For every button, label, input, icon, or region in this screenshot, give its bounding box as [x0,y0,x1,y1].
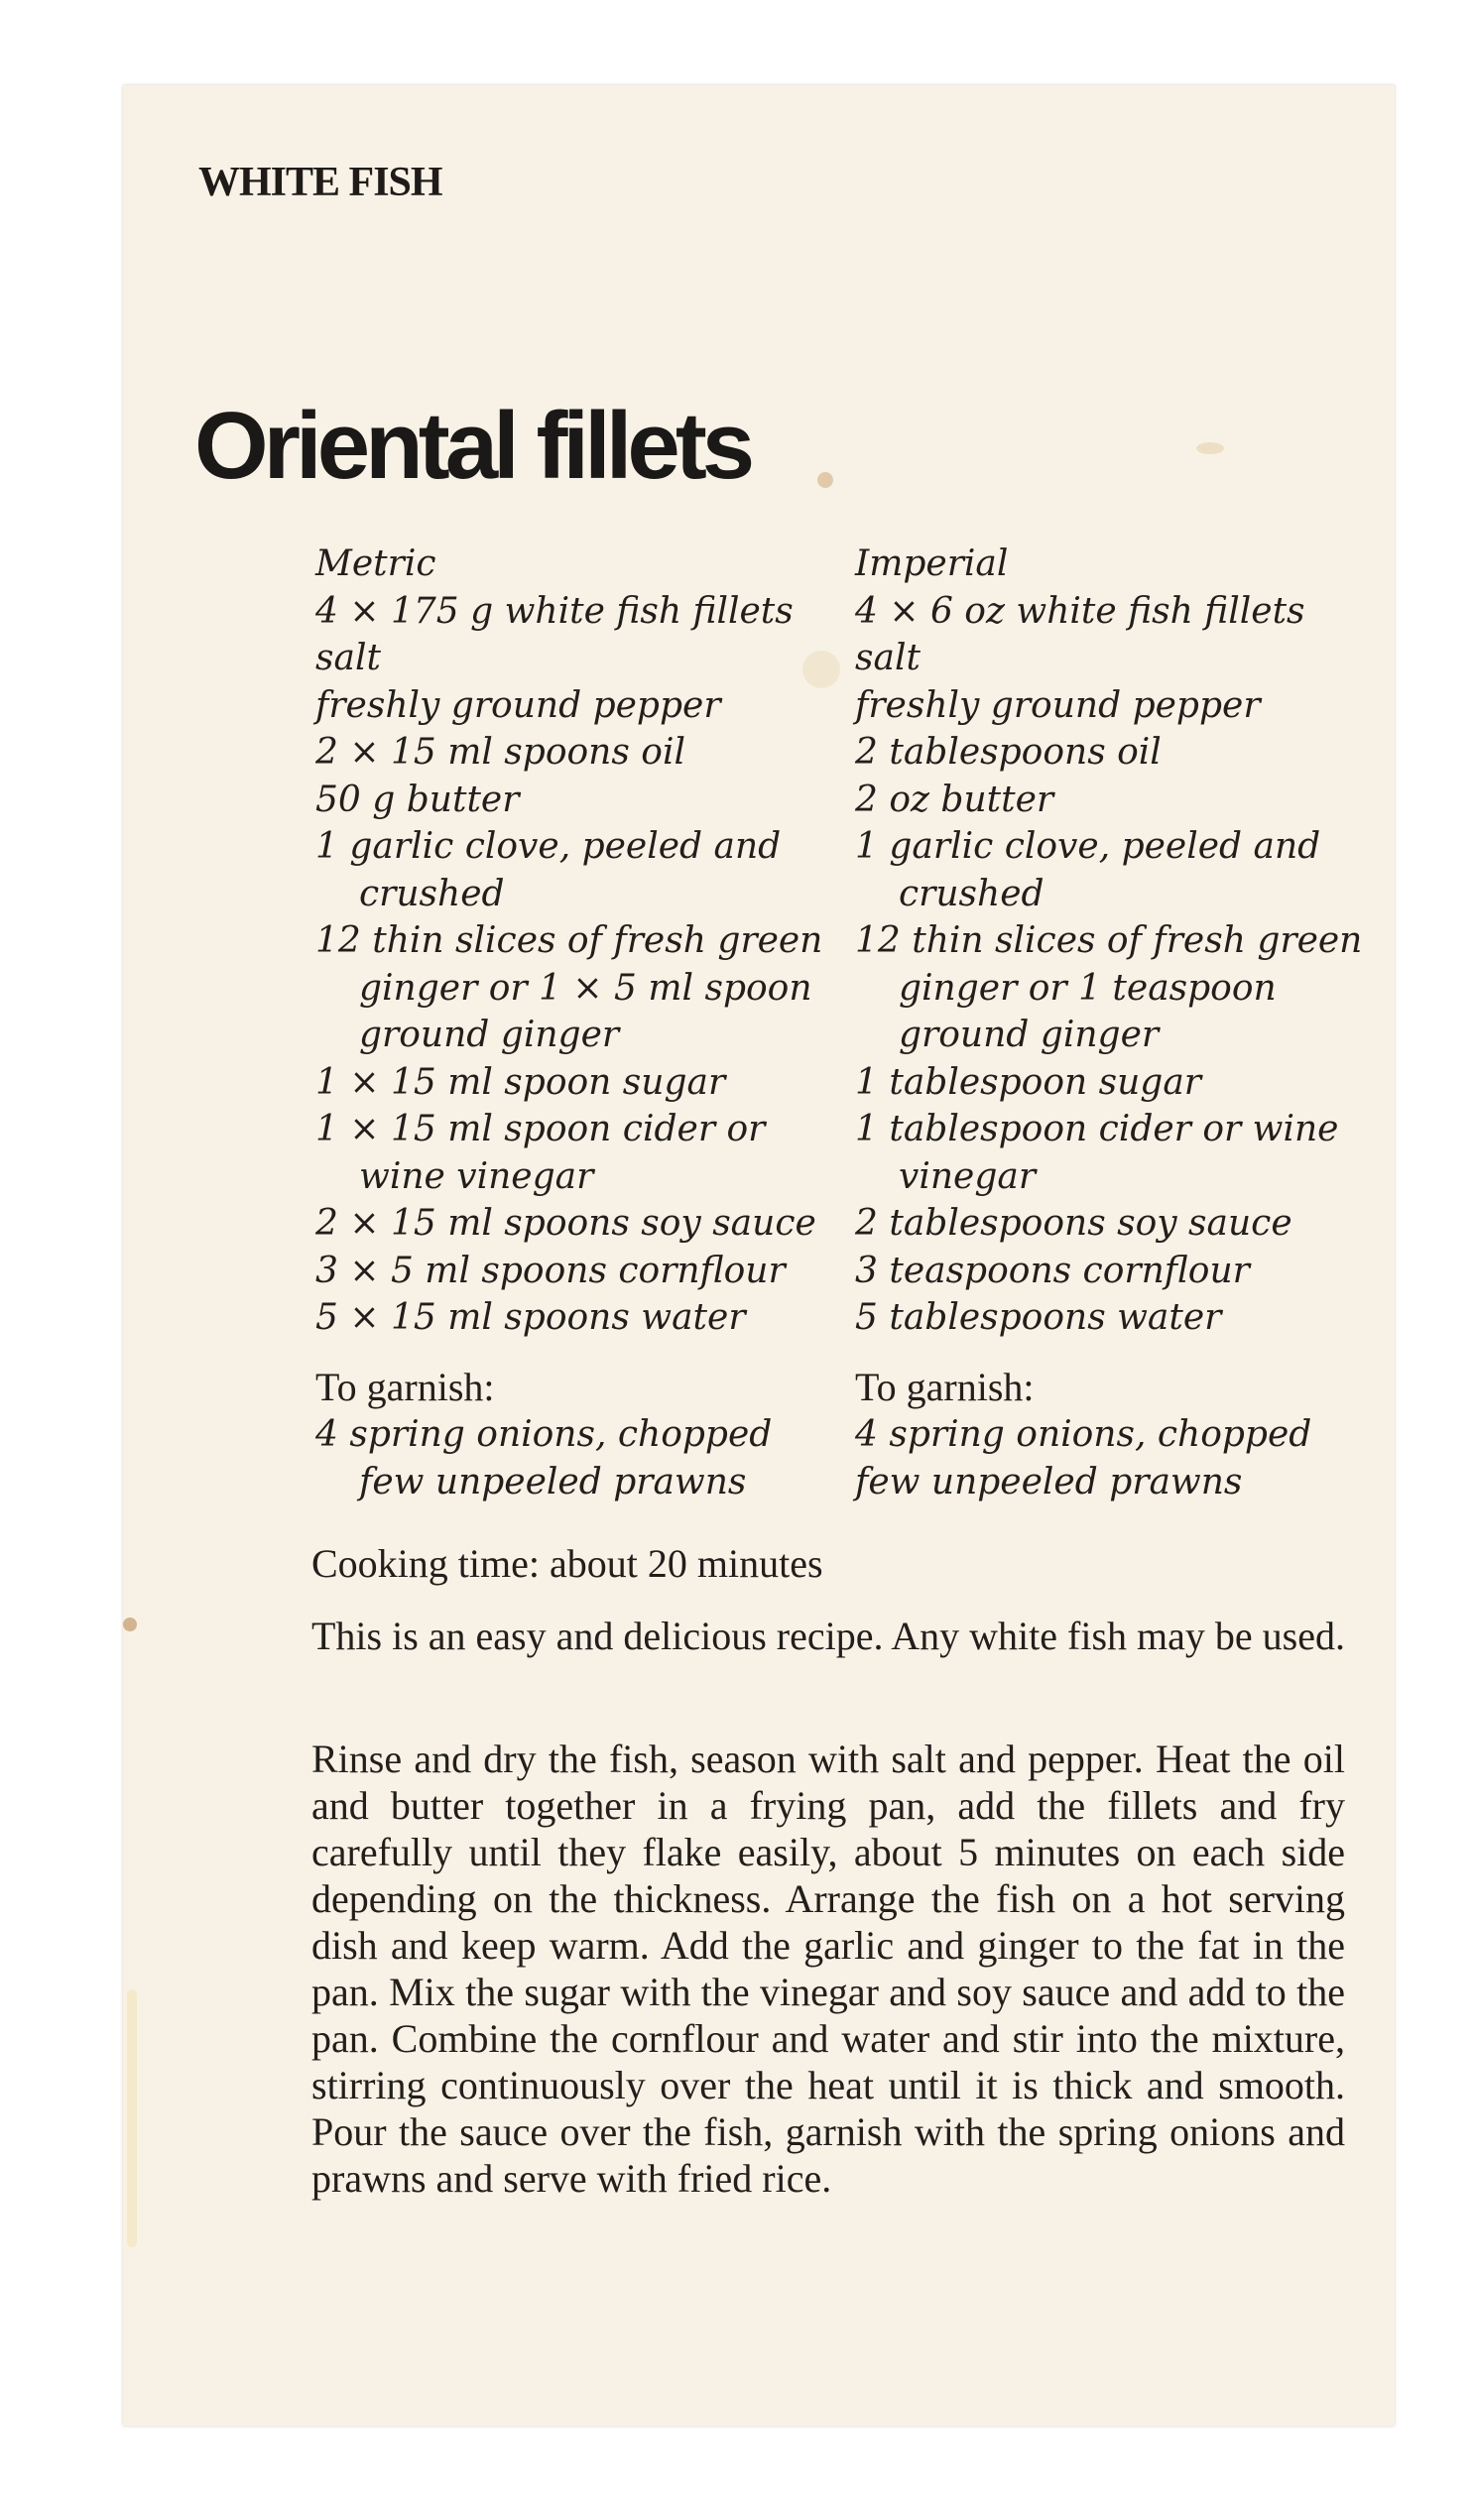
method-paragraph: Rinse and dry the fish, season with salt and pepper. Heat the oil and butter together in a frying pan, add the fillets and fry carefully until they flake easily, about 5 minutes on each side depending on the thickness. Arrange the fish on a hot serving dish and keep warm. Add the garlic and ginger to the fat in the pan. Mix the sugar with the vinegar and soy sauce and add to the pan. Combine the cornflour and water and stir into the mixture, stirring continuously over the heat until it is thick and smooth. Pour the sauce over the fish, garnish with the spring onions and prawns and serve with fried rice. [311,1737,1345,2201]
imperial-column [855,540,1381,1506]
metric-ingredient: 50 g butter [315,779,520,820]
metric-ingredient: 2 × 15 ml spoons oil [315,732,685,773]
imperial-garnish-heading: To garnish: [855,1364,1035,1409]
metric-heading: Metric [315,543,436,584]
section-label: WHITE FISH [198,160,442,205]
paper-stain [817,472,833,488]
imperial-ingredient: 2 oz butter [855,779,1054,820]
metric-ingredient: 12 thin slices of fresh green ginger or 1 × 5 ml spoon ground ginger [315,920,823,1055]
metric-garnish-item: 4 spring onions, chopped [315,1413,773,1455]
imperial-ingredient: 1 garlic clove, peeled and crushed [855,826,1321,914]
imperial-ingredient: 3 teaspoons cornflour [855,1250,1250,1291]
imperial-ingredient: 1 tablespoon sugar [855,1061,1202,1103]
imperial-ingredient: 1 tablespoon cider or wine vinegar [855,1109,1339,1197]
metric-ingredient: 1 × 15 ml spoon cider or wine vinegar [315,1109,766,1197]
metric-ingredient: 5 × 15 ml spoons water [315,1297,746,1338]
metric-ingredient: freshly ground pepper [315,684,721,726]
paper-stain [1196,442,1224,454]
paper-stain [123,1618,137,1631]
metric-column [315,540,841,1506]
metric-garnish-heading: To garnish: [315,1364,495,1409]
metric-ingredient: 1 garlic clove, peeled and crushed [315,826,782,914]
metric-ingredient: 4 × 175 g white fish fillets [315,590,794,632]
imperial-ingredient: 5 tablespoons water [855,1297,1222,1338]
cooking-time: Cooking time: about 20 minutes [311,1541,823,1586]
imperial-ingredient: salt [855,638,921,678]
metric-garnish-item: few unpeeled prawns [359,1461,747,1502]
imperial-ingredient: 12 thin slices of fresh green ginger or 1 teaspoon ground ginger [855,920,1363,1055]
metric-ingredient: 3 × 5 ml spoons cornflour [315,1250,786,1291]
imperial-garnish-item: few unpeeled prawns [855,1461,1243,1502]
paper-stain [127,1989,137,2247]
recipe-title: Oriental fillets [194,393,751,499]
imperial-ingredient: freshly ground pepper [855,684,1261,726]
imperial-ingredient: 4 × 6 oz white fish fillets [855,590,1305,632]
imperial-heading: Imperial [855,543,1009,584]
metric-ingredient: 1 × 15 ml spoon sugar [315,1061,726,1103]
intro-paragraph: This is an easy and delicious recipe. Any white fish may be used. [311,1614,1345,1658]
imperial-ingredient: 2 tablespoons soy sauce [855,1203,1292,1244]
imperial-garnish-item: 4 spring onions, chopped [855,1413,1312,1455]
metric-ingredient: 2 × 15 ml spoons soy sauce [315,1203,816,1244]
metric-ingredient: salt [315,638,381,678]
imperial-ingredient: 2 tablespoons oil [855,732,1162,773]
